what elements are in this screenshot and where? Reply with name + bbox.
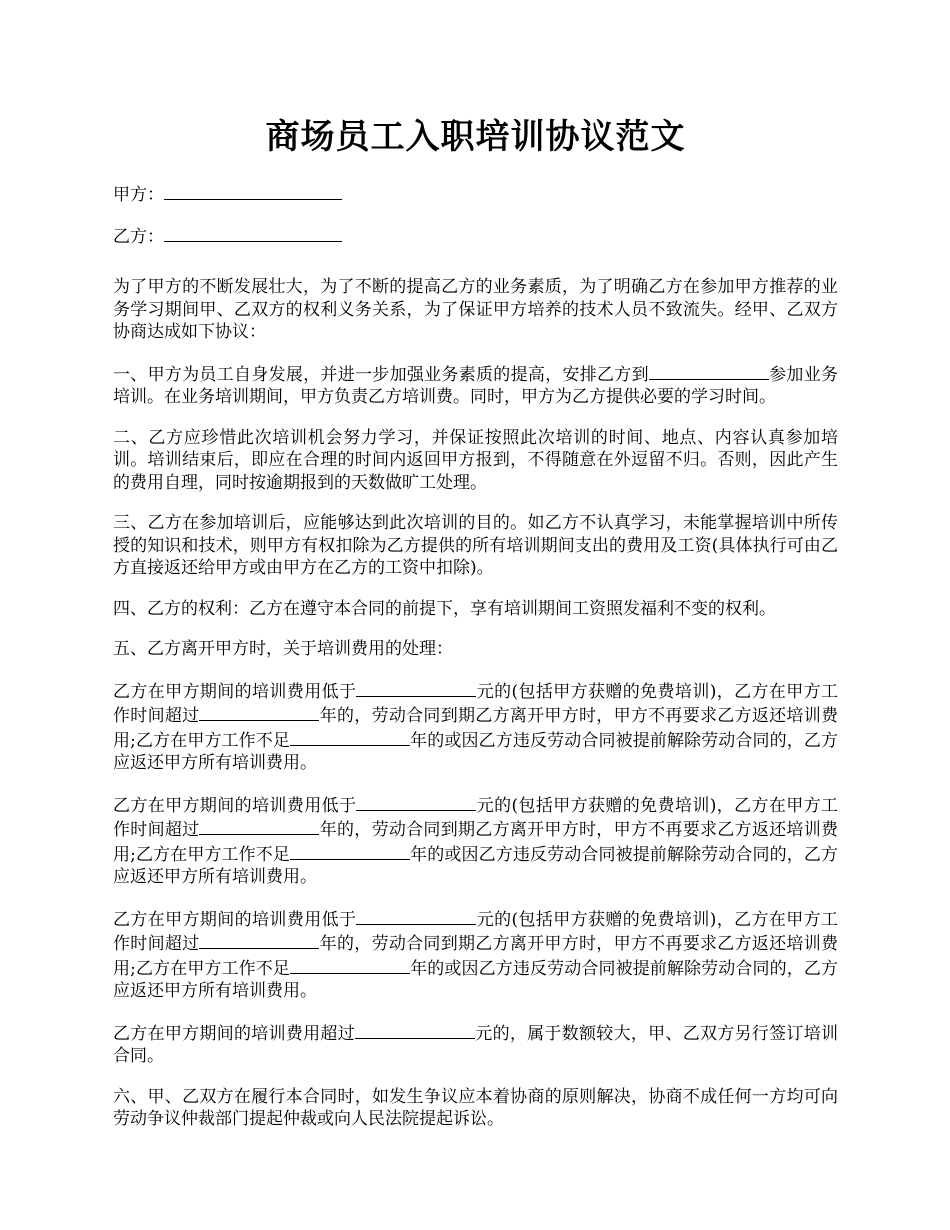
fee-amount-blank: [356, 907, 476, 925]
party-a-label: 甲方：: [113, 185, 164, 205]
years-under-blank: [290, 956, 410, 974]
clause-3: 三、乙方在参加培训后，应能够达到此次培训的目的。如乙方不认真学习，未能掌握培训中所传授的知识和技术，则甲方有权扣除为乙方提供的所有培训期间支出的费用及工资(具体执行可由乙方直接返还给甲方或由甲方在乙方的工资中扣除)。: [113, 513, 838, 578]
fee-rule-text-c: 年的，劳动合同到期乙方离开甲方时，甲方不再要求乙方返还培训费用;乙方在甲方工作不足: [113, 820, 839, 865]
fee-rule-paragraph: [113, 793, 838, 889]
clause-2: 二、乙方应珍惜此次培训机会努力学习，并保证按照此次培训的时间、地点、内容认真参加培训。培训结束后，即应在合理的时间内返回甲方报到，不得随意在外逗留不归。否则，因此产生的费用自理，同时按逾期报到的天数做旷工处理。: [113, 427, 838, 493]
party-a-blank: [164, 182, 342, 200]
fee-exceed-amount-blank: [355, 1021, 475, 1039]
fee-rule-paragraph: [113, 907, 838, 1003]
clause-5: 五、乙方离开甲方时，关于培训费用的处理：: [113, 639, 453, 659]
fee-rule-text-c: 年的，劳动合同到期乙方离开甲方时，甲方不再要求乙方返还培训费用;乙方在甲方工作不足: [113, 706, 839, 751]
fee-rule-text-d: 年的或因乙方违反劳动合同被提前解除劳动合同的，乙方应返还甲方所有培训费用。: [113, 730, 838, 773]
party-b-label: 乙方：: [113, 227, 164, 247]
training-location-blank: [649, 362, 769, 380]
clause-1-text-b: 参加业务培训。在业务培训期间，甲方负责乙方培训费。同时，甲方为乙方提供必要的学习时间。: [113, 364, 839, 407]
years-under-blank: [290, 842, 410, 860]
years-over-blank: [199, 817, 319, 835]
fee-rule-text-d: 年的或因乙方违反劳动合同被提前解除劳动合同的，乙方应返还甲方所有培训费用。: [113, 844, 838, 887]
years-over-blank: [199, 931, 319, 949]
fee-amount-blank: [356, 793, 476, 811]
fee-rule-text-c: 年的，劳动合同到期乙方离开甲方时，甲方不再要求乙方返还培训费用;乙方在甲方工作不足: [113, 934, 839, 979]
party-b-line: [113, 224, 838, 249]
intro-paragraph: 为了甲方的不断发展壮大，为了不断的提高乙方的业务素质，为了明确乙方在参加甲方推荐的业务学习期间甲、乙双方的权利义务关系，为了保证甲方培养的技术人员不致流失。经甲、乙双方协商达成如下协议：: [113, 277, 838, 342]
fee-rule-text-b: 元的(包括甲方获赠的免费培训)，乙方在甲方工作时间超过: [113, 795, 839, 840]
document-title: 商场员工入职培训协议范文: [265, 117, 686, 157]
fee-rule-text-a: 乙方在甲方期间的培训费用低于: [113, 909, 357, 930]
fee-exceed-text-b: 元的，属于数额较大，甲、乙双方另行签订培训合同。: [113, 1023, 838, 1066]
clause-6: 六、甲、乙双方在履行本合同时，如发生争议应本着协商的原则解决，协商不成任何一方均可向劳动争议仲裁部门提起仲裁或向人民法院提起诉讼。: [113, 1086, 838, 1129]
clause-1-text-a: 一、甲方为员工自身发展，并进一步加强业务素质的提高，安排乙方到: [113, 364, 649, 385]
party-b-blank: [164, 224, 342, 242]
fee-amount-blank: [356, 679, 476, 697]
fee-rule-text-a: 乙方在甲方期间的培训费用低于: [113, 681, 357, 702]
years-over-blank: [199, 703, 319, 721]
clause-1: [113, 362, 838, 409]
years-under-blank: [290, 728, 410, 746]
party-a-line: [113, 182, 838, 207]
fee-exceed-paragraph: [113, 1021, 838, 1068]
fee-rule-text-a: 乙方在甲方期间的培训费用低于: [113, 795, 357, 816]
fee-exceed-text-a: 乙方在甲方期间的培训费用超过: [113, 1023, 355, 1044]
clause-4: 四、乙方的权利：乙方在遵守本合同的前提下，享有培训期间工资照发福利不变的权利。: [113, 598, 776, 619]
fee-rule-text-b: 元的(包括甲方获赠的免费培训)，乙方在甲方工作时间超过: [113, 909, 839, 954]
fee-rule-text-d: 年的或因乙方违反劳动合同被提前解除劳动合同的，乙方应返还甲方所有培训费用。: [113, 958, 838, 1001]
fee-rule-paragraph: [113, 679, 838, 775]
fee-rule-text-b: 元的(包括甲方获赠的免费培训)，乙方在甲方工作时间超过: [113, 681, 839, 726]
